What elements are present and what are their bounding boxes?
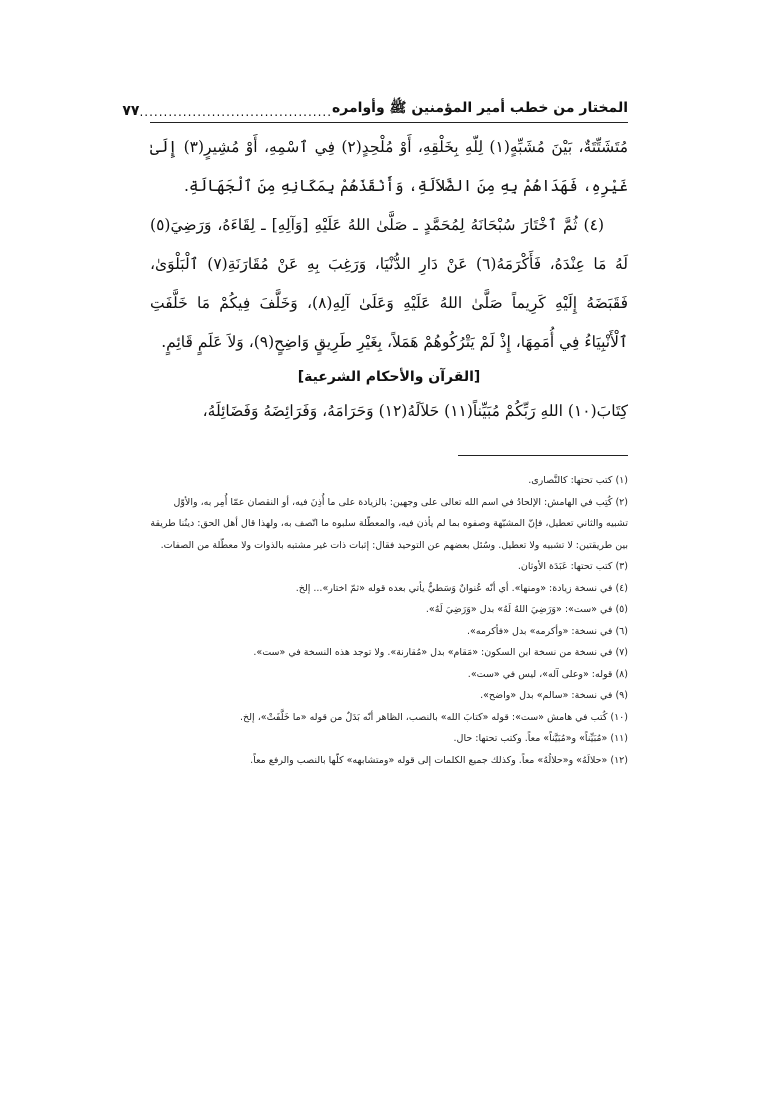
footnote-12: (١٢) «حلالَهُ» و«حلالُهُ» معاً. وكذلك جميع الكلمات إلى قوله «ومتشابهه» كلّها بالنصب والرفع معاً. [250,754,628,766]
footnote-7: (٧) في نسخة من نسخة ابن السكون: «مَقام» بدل «مُقارنة». ولا توجد هذه النسخة في «ست». [253,647,628,658]
footnote-9: (٩) في نسخة: «سالم» بدل «واضح». [480,690,628,701]
footnote-5: (٥) في «ست»: «وَرَضِيَ اللهُ لَهُ» بدل «وَرَضِيَ لَهُ». [425,604,628,615]
main-text [150,128,628,431]
footnote-6: (٦) في نسخة: «وأكرمه» بدل «فأكرمه». [467,625,628,637]
footnote-3: (٣) كتب تحتها: عَبَدَة الأوثان. [517,561,628,572]
paragraph-2: (٤) ثُمَّ ٱخْتَارَ سُبْحَانَهُ لِمُحَمَّدٍ ـ صَلَّىٰ اللهُ عَلَيْهِ [وَآلِهِ] ـ لِقَاءَهُ، وَرَضِيَ(٥) لَهُ مَا عِنْدَهُ، فَأَكْرَمَهُ(٦) عَنْ دَارِ الدُّنْيَا، وَرَغِبَ بِهِ عَنْ مُقَارَنَةِ(٧) ٱلْبَلْوَىٰ، فَقَبَضَهُ إِلَيْهِ كَرِيماً صَلَّىٰ اللهُ عَلَيْهِ وَعَلَىٰ آلِهِ(٨)، وَخَلَّفَ فِيكُمْ مَا خَلَّفَتِ ٱلْأَنْبِيَاءُ فِي أُمَمِهَا، إِذْ لَمْ يَتْرُكُوهُمْ هَمَلاً، بِغَيْرِ طَرِيقٍ وَاضِحٍ(٩)، وَلاَ عَلَمٍ قَائِمٍ. [150,216,628,351]
paragraph-3: كِتَابَ(١٠) اللهِ رَبِّكُمْ مُبَيِّناً(١١) حَلاَلَهُ(١٢) وَحَرَامَهُ، وَفَرَائِضَهُ وَفَضَائِلَهُ، [202,402,628,420]
header-leader-dots: ........................................ [139,105,333,119]
footnote-2: (٢) كُتِب في الهامش: الإلحادُ في اسم الله تعالى على وجهين: بالزيادة على ما أُذِنَ فيه، أو النقصان عمّا أُمِر به، والأوّل تشبيه والثاني تعطيل، فإنّ المشبّهة وصفوه بما لم يأذن فيه، والمعطّلة سلبوه ما اتّصف به، ولهذا قال أهل الحق: دينُنا طريقة بين طريقتين: لا تشبيه ولا تعطيل. وسُئل بعضهم عن التوحيد فقال: إثبات ذات غير مشتبه بالذوات ولا معطّلة من الصفات. [150,496,628,551]
footnote-8: (٨) قوله: «وعلى آله»، ليس في «ست». [467,668,628,680]
footnote-separator [458,455,628,456]
paragraph-1: مُتَشَتِّتَةٌ، بَيْنَ مُشَبِّهٍ(١) لِلّهِ بِخَلْقِهِ، أَوْ مُلْحِدٍ(٢) فِي ٱسْمِهِ، أَوْ مُشِيرٍ(٣) إِلَىٰ غَيْرِهِ، فَهَدَاهُمْ بِهِ مِنَ الضَّلاَلَةِ، وَأَنْقَذَهُمْ بِمَكَانِهِ مِنَ ٱلْجَهَالَةِ. [150,138,628,195]
running-header [122,98,628,123]
footnote-4: (٤) في نسخة زيادة: «ومنها». أي أنّه عُنوانٌ وَسَطيٌّ يأتي بعده قوله «ثمّ اختار»... إلخ. [295,582,628,594]
section-heading: [القرآن والأحكام الشرعية] [297,369,481,385]
footnote-1: (١) كتب تحتها: كالنَّصارى. [528,475,628,486]
footnote-10: (١٠) كُتب في هامش «ست»: قوله «كتابَ الله» بالنصب، الظاهر أنّه بَدَلٌ من قوله «ما خَلَّفَتْ»، إلخ. [240,711,628,723]
footnotes [150,470,628,771]
page-number: ٧٧ [122,103,140,119]
footnote-11: (١١) «مُبَيِّناً» و«مُبَيَّناً» معاً. وكتب تحتها: حال. [453,733,628,744]
header-title: المختار من خطب أمير المؤمنين ﷺ وأوامره [332,100,628,116]
